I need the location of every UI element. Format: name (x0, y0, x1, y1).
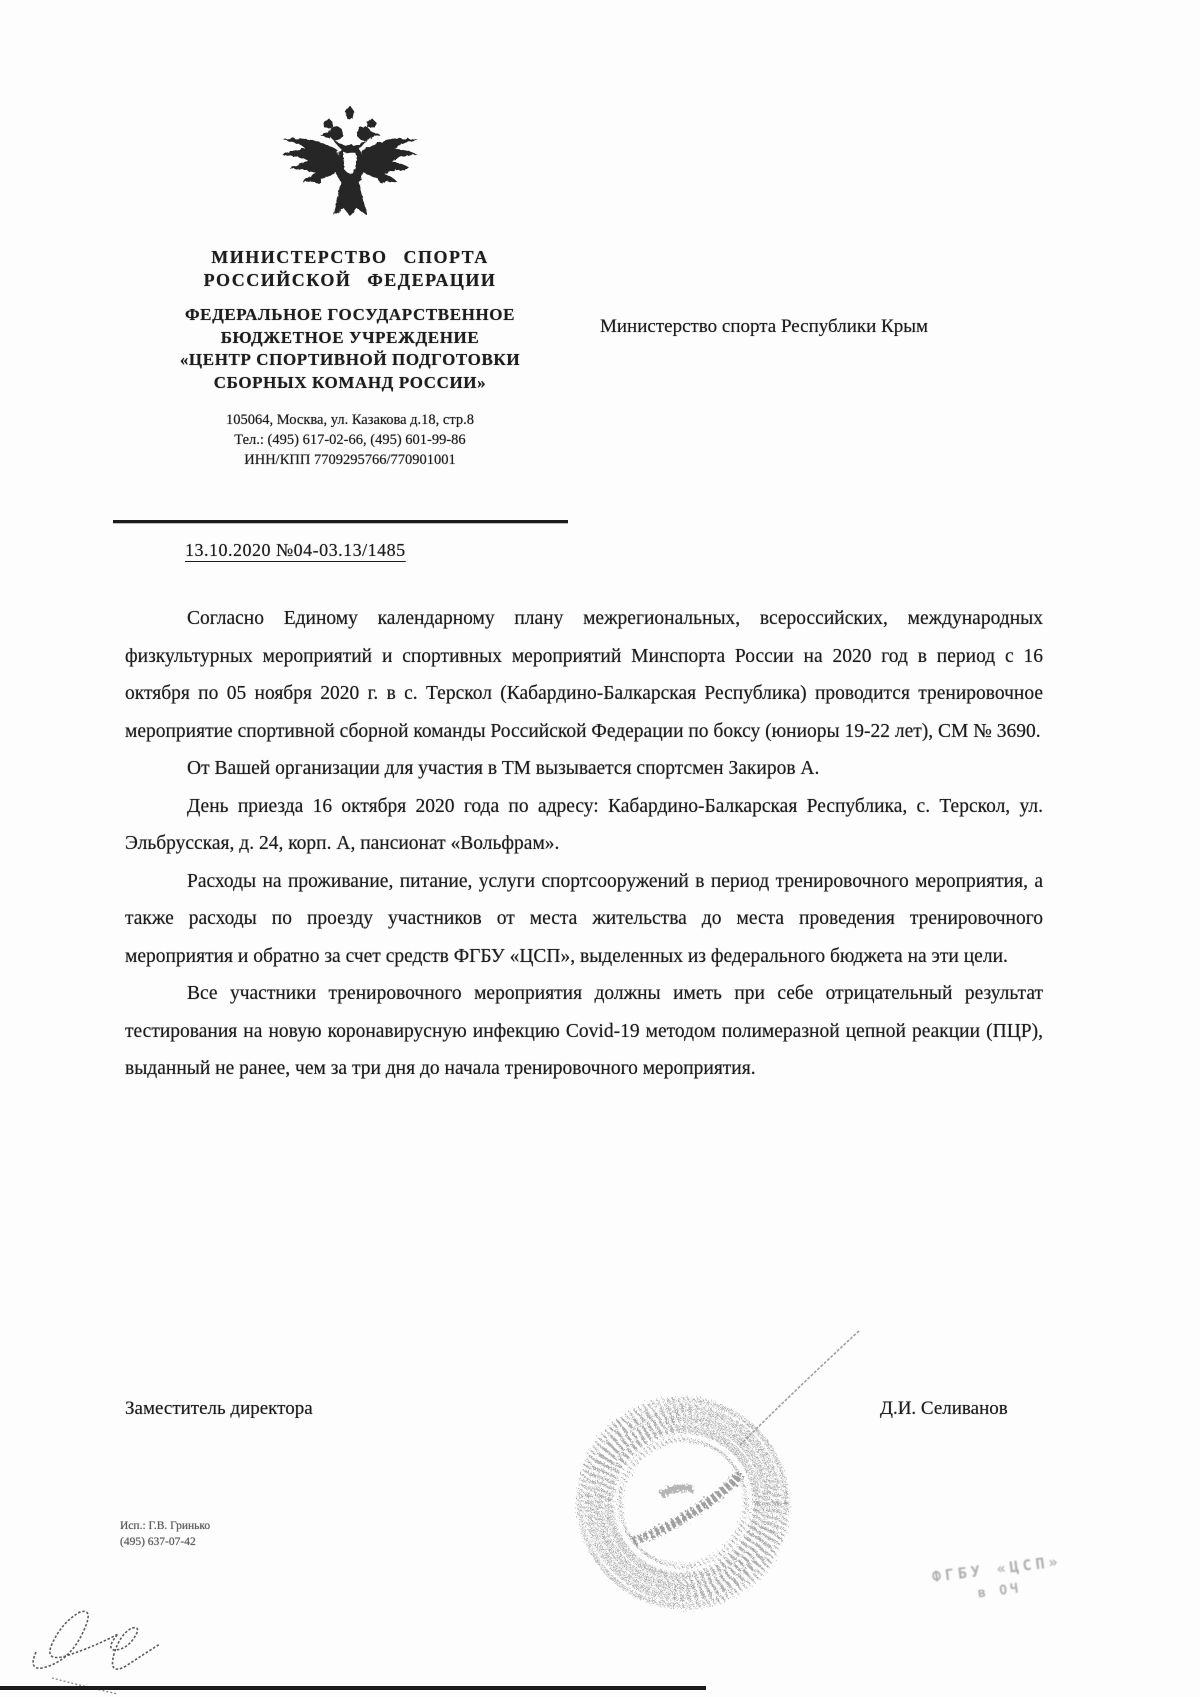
corner-stamp-line-1: ФГБУ «ЦСП» (930, 1552, 1063, 1586)
org-line-1: ФЕДЕРАЛЬНОЕ ГОСУДАРСТВЕННОЕ (184, 305, 516, 324)
signer-position: Заместитель директора (125, 1398, 313, 1419)
executor-note (120, 1518, 210, 1550)
recipient-line: Министерство спорта Республики Крым (600, 316, 928, 337)
paragraph-5: Все участники тренировочного мероприятия должны иметь при себе отрицательный результат тестирования на новую коронавирусную инфекцию Covid-19 методом полимеразной цепной реакции (ПЦР), выданный не ранее, чем за три дня до начала тренировочного мероприятия. (125, 983, 1043, 1079)
russia-coat-of-arms-icon (265, 104, 435, 240)
org-line-4: СБОРНЫХ КОМАНД РОССИИ» (213, 372, 487, 392)
executor-name: Исп.: Г.В. Гринько (120, 1520, 211, 1532)
phone-line: Тел.: (495) 617-02-66, (495) 601-99-86 (234, 432, 466, 448)
letterhead (110, 104, 590, 470)
inn-kpp-line: ИНН/КПП 7709295766/770901001 (244, 452, 456, 468)
org-line-3: «ЦЕНТР СПОРТИВНОЙ ПОДГОТОВКИ (179, 350, 521, 369)
ministry-name (110, 246, 590, 292)
letter-body (125, 600, 1043, 1088)
contact-block (110, 410, 590, 470)
paragraph-2: От Вашей организации для участия в ТМ вызывается спортсмен Закиров А. (187, 758, 820, 779)
paragraph-1: Согласно Единому календарному плану межрегиональных, всероссийских, международных физкультурных мероприятий и спортивных мероприятий Минспорта России на 2020 год в период с 16 октября по 05 ноября 2020 г. в с. Терскол (Кабардино-Балкарская Республика) проводится тренировочное мероприятие спортивной сборной команды Российской Федерации по боксу (юниоры 19-22 лет), СМ № 3690. (125, 608, 1043, 742)
executor-phone: (495) 637-07-42 (120, 1536, 196, 1548)
paragraph-3: День приезда 16 октября 2020 года по адресу: Кабардино-Балкарская Республика, с. Терскол, ул. Эльбрусская, д. 24, корп. А, пансионат «Вольфрам». (125, 795, 1043, 854)
corner-stamp-line-2: в ОЧ (977, 1581, 1022, 1602)
paragraph-4: Расходы на проживание, питание, услуги спортсооружений в период тренировочного мероприятия, а также расходы по проезду участников от места жительства до места проведения тренировочного мероприятия и обратно за счет средств ФГБУ «ЦСП», выделенных из федерального бюджета на эти цели. (125, 870, 1043, 967)
ministry-line-2: РОССИЙСКОЙ ФЕДЕРАЦИИ (203, 270, 497, 290)
round-seal-stamp-icon (569, 1389, 797, 1617)
ministry-line-1: МИНИСТЕРСТВО СПОРТА (211, 247, 489, 267)
organization-name (110, 304, 590, 394)
scan-artifact-line (0, 1686, 706, 1690)
header-divider-rule (113, 520, 568, 523)
org-line-2: БЮДЖЕТНОЕ УЧРЕЖДЕНИЕ (220, 327, 480, 347)
handwritten-signature-scribble-icon (22, 1582, 192, 1697)
corner-stamp-note (867, 1544, 1130, 1614)
reference-number-line: 13.10.2020 №04-03.13/1485 (185, 540, 406, 560)
address-line: 105064, Москва, ул. Казакова д.18, стр.8 (226, 412, 474, 428)
signer-name: Д.И. Селиванов (880, 1398, 1008, 1419)
